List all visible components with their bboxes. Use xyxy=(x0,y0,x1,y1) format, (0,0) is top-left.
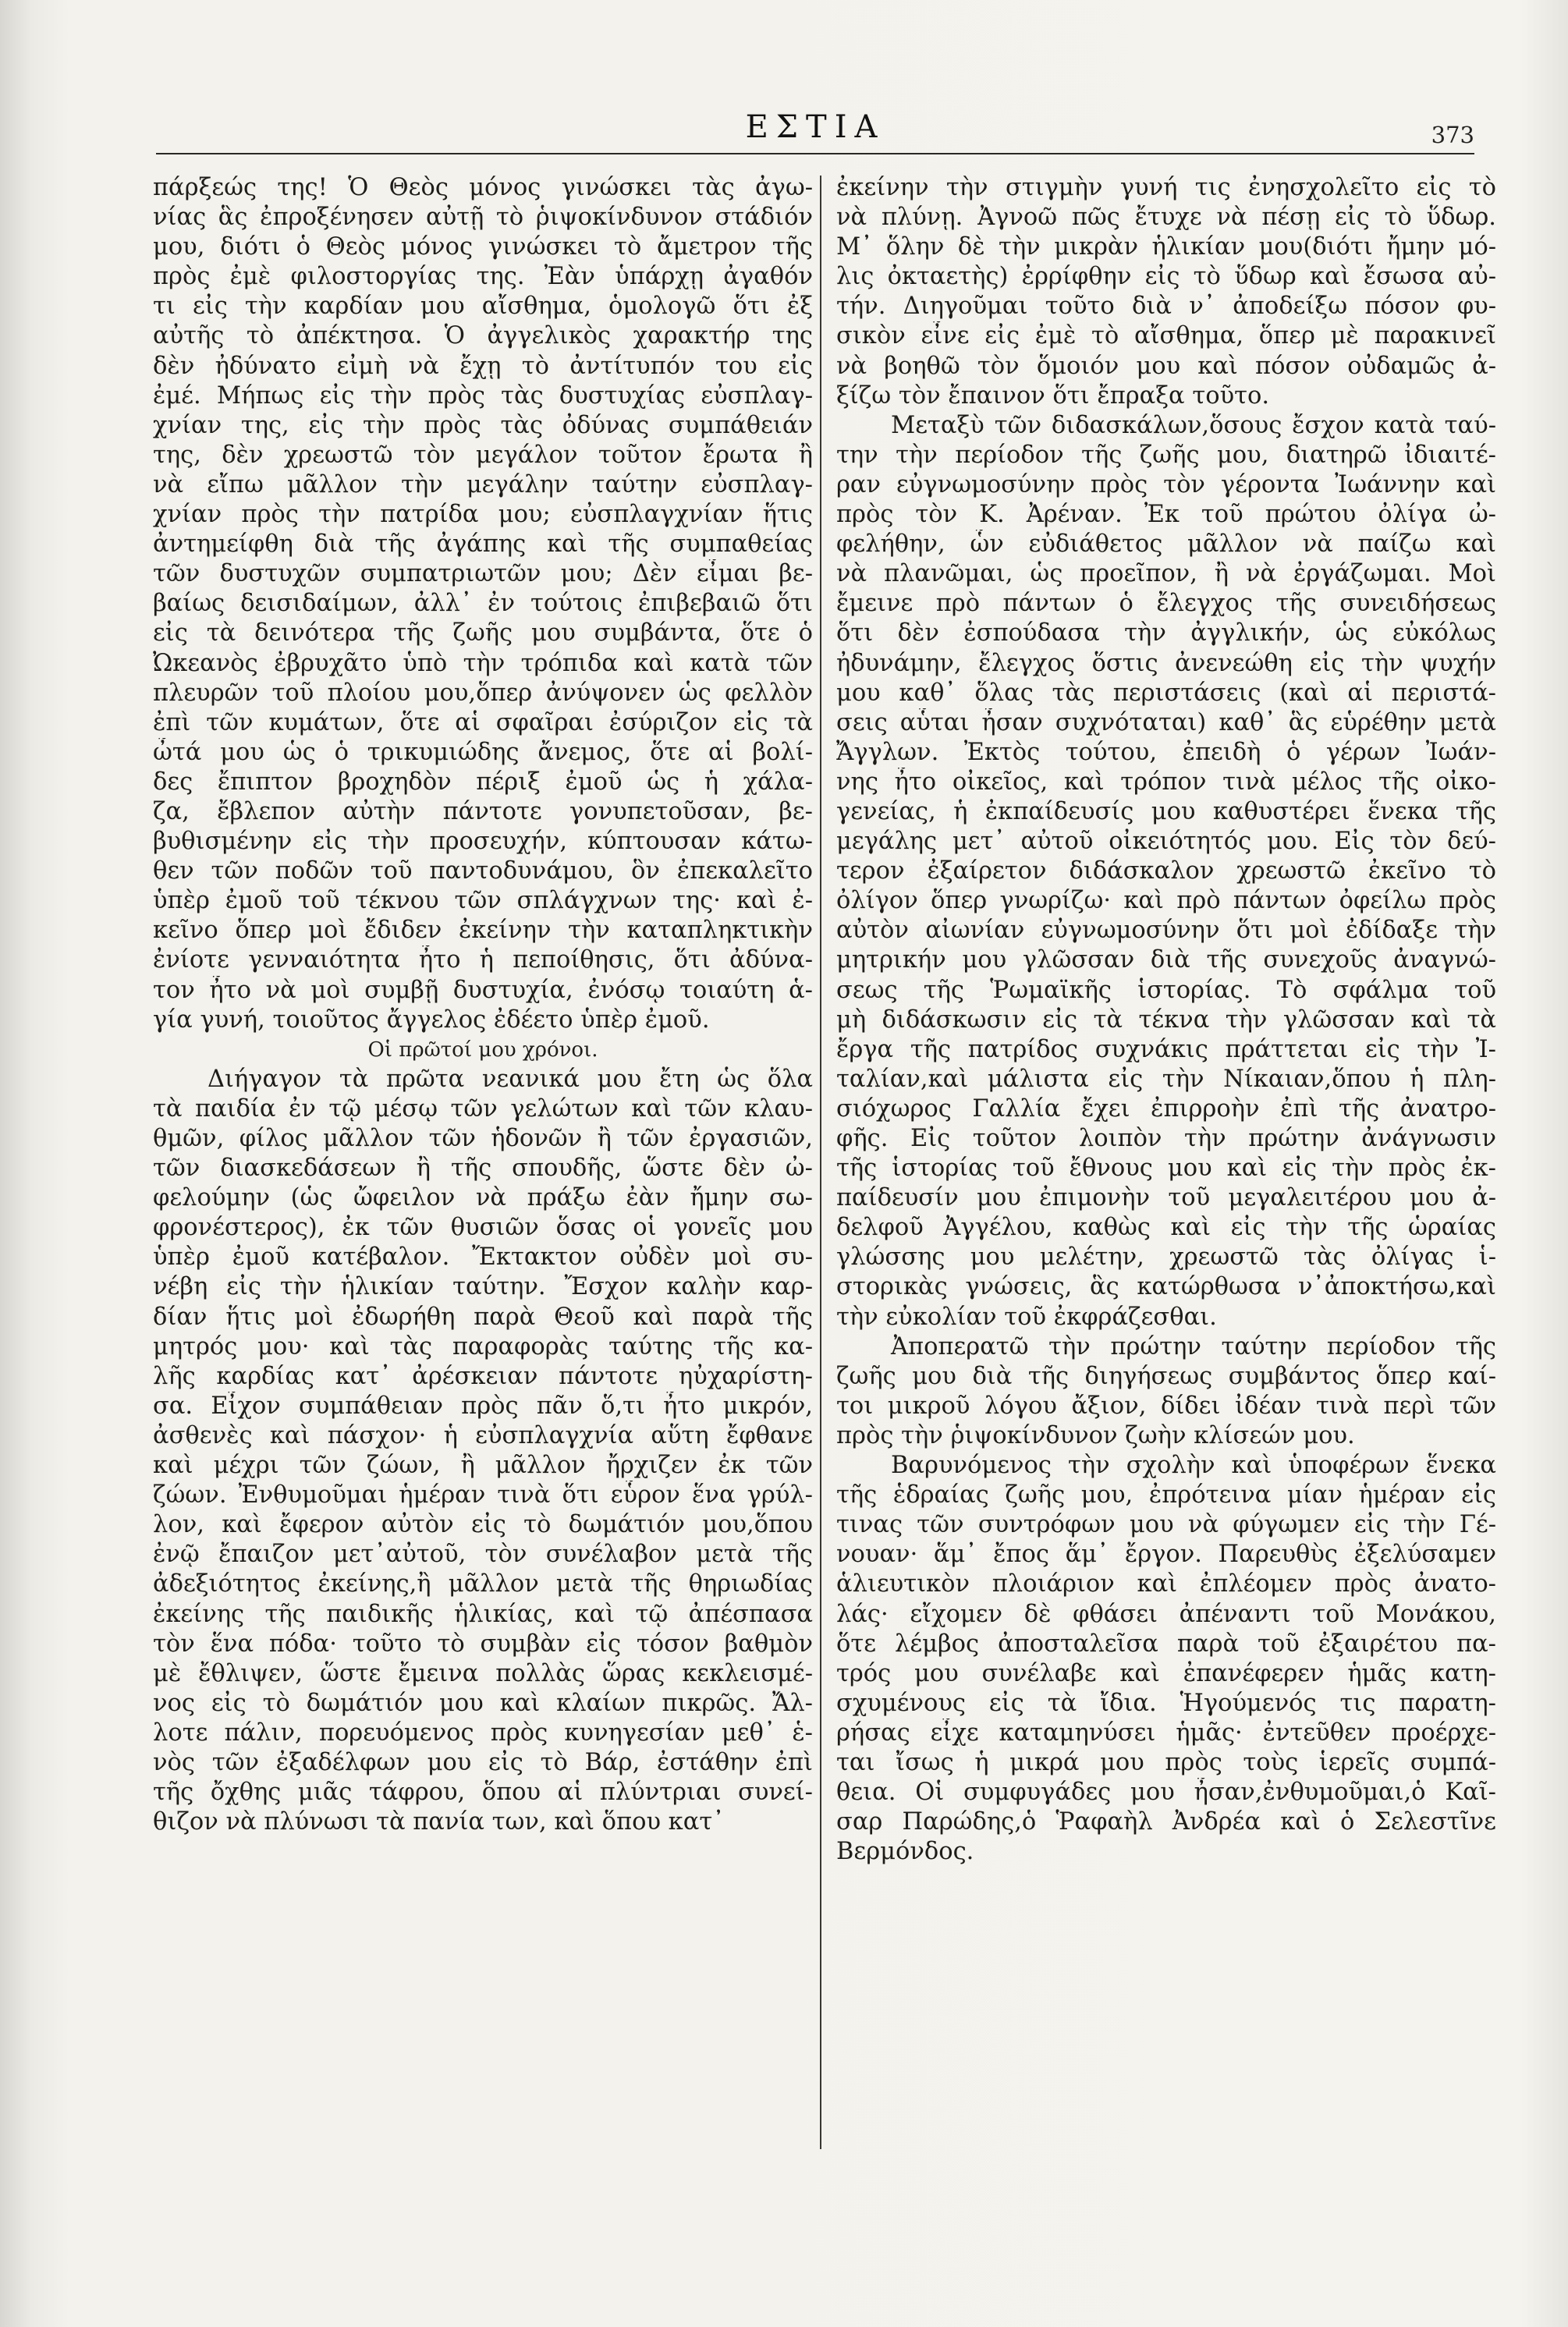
text-line: πάρξεώς της! Ὁ Θεὸς μόνος γινώσκει τὰς ἀγω- xyxy=(153,174,813,201)
text-line: Βερμόνδος. xyxy=(836,1838,974,1866)
text-line: σαρ Παρώδης,ὁ Ῥαφαὴλ Ἀνδρέα καὶ ὁ Σελεστῖνε xyxy=(836,1808,1496,1836)
left-column xyxy=(153,173,813,1837)
text-line: χνίαν της, εἰς τὴν πρὸς τὰς ὀδύνας συμπάθειάν xyxy=(153,411,813,439)
running-header xyxy=(156,101,1474,148)
text-line: τὰ παιδία ἐν τῷ μέσῳ τῶν γελώτων καὶ τῶν κλαυ- xyxy=(153,1094,813,1123)
text-line: ὦτά μου ὡς ὁ τρικυμιώδης ἄνεμος, ὅτε αἱ βολί- xyxy=(153,738,813,766)
journal-title: ΕΣΤΙΑ xyxy=(745,109,885,145)
text-line: τι εἰς τὴν καρδίαν μου αἴσθημα, ὁμολογῶ ὅτι ἐξ xyxy=(153,293,813,321)
text-line: ὅτε λέμβος ἀποσταλεῖσα παρὰ τοῦ ἐξαιρέτου πα- xyxy=(836,1630,1496,1658)
text-line: γλώσσης μου μελέτην, χρεωστῶ τὰς ὀλίγας ἱ- xyxy=(836,1243,1496,1272)
text-line: τῆς ἑδραίας ζωῆς μου, ἐπρότεινα μίαν ἡμέραν εἰς xyxy=(836,1481,1496,1509)
text-line: Μεταξὺ τῶν διδασκάλων,ὅσους ἔσχον κατὰ ταύ- xyxy=(891,411,1496,439)
text-line: παίδευσίν μου ἐπιμονὴν τοῦ μεγαλειτέρου μου ἀ- xyxy=(836,1184,1496,1212)
text-line: ζωῆς μου διὰ τῆς διηγήσεως συμβάντος ὅπερ καί- xyxy=(836,1362,1496,1390)
text-line: νουαν· ἅμ᾽ ἔπος ἅμ᾽ ἔργον. Παρευθὺς ἐξελύσαμεν xyxy=(836,1541,1496,1569)
text-line: κεῖνο ὅπερ μοὶ ἔδιδεν ἐκείνην τὴν καταπληκτικὴν xyxy=(153,917,813,945)
header-rule xyxy=(156,153,1474,154)
text-line: σεις αὗται ἦσαν συχνόταται) καθ᾽ ἃς εὑρέθην μετὰ xyxy=(836,708,1496,736)
text-line: τῆς ἱστορίας τοῦ ἔθνους μου καὶ εἰς τὴν πρὸς ἐκ- xyxy=(836,1155,1496,1183)
text-line: νέβη εἰς τὴν ἡλικίαν ταύτην. Ἔσχον καλὴν καρ- xyxy=(153,1273,813,1301)
text-line: δὲν ἠδύνατο εἰμὴ νὰ ἔχῃ τὸ ἀντίτυπόν του εἰς xyxy=(153,352,813,380)
text-line: σα. Εἶχον συμπάθειαν πρὸς πᾶν ὅ,τι ἦτο μικρόν, xyxy=(153,1392,813,1420)
text-line: σικὸν εἶνε εἰς ἐμὲ τὸ αἴσθημα, ὅπερ μὲ παρακινεῖ xyxy=(836,322,1496,350)
text-line: τῆς ὄχθης μιᾶς τάφρου, ὅπου αἱ πλύντριαι συνεί- xyxy=(153,1779,813,1807)
text-line: γενείας, ἡ ἐκπαίδευσίς μου καθυστέρει ἕνεκα τῆς xyxy=(836,797,1496,825)
text-line: πρὸς τὸν Κ. Ἀρέναν. Ἐκ τοῦ πρώτου ὀλίγα ὠ- xyxy=(836,501,1496,529)
text-line: εἰς τὰ δεινότερα τῆς ζωῆς μου συμβάντα, ὅτε ὁ xyxy=(153,619,813,647)
text-line: μεγάλης μετ᾽ αὐτοῦ οἰκειότητός μου. Εἰς τὸν δεύ- xyxy=(836,828,1496,856)
text-line: χνίαν πρὸς τὴν πατρίδα μου; εὐσπλαγχνίαν ἥτις xyxy=(153,501,813,529)
column-divider xyxy=(820,176,821,2149)
text-line: ἔργα τῆς πατρίδος συχνάκις πράττεται εἰς τὴν Ἰ- xyxy=(836,1035,1496,1063)
text-line: βαίως δεισιδαίμων, ἀλλ᾽ ἐν τούτοις ἐπιβεβαιῶ ὅτι xyxy=(153,590,813,618)
text-line: μου καθ᾽ ὅλας τὰς περιστάσεις (καὶ αἱ περιστά- xyxy=(836,679,1496,707)
text-line: ραν εὐγνωμοσύνην πρὸς τὸν γέροντα Ἰωάννην καὶ xyxy=(836,470,1496,498)
text-line: δελφοῦ Ἀγγέλου, καθὼς καὶ εἰς τὴν τῆς ὡραίας xyxy=(836,1214,1496,1242)
text-line: βυθισμένην εἰς τὴν προσευχήν, κύπτουσαν κάτω- xyxy=(153,828,813,856)
text-line: ζα, ἔβλεπον αὐτὴν πάντοτε γονυπετοῦσαν, βε- xyxy=(153,797,813,825)
text-line: ἐνῷ ἔπαιζον μετ᾽αὐτοῦ, τὸν συνέλαβον μετὰ τῆς xyxy=(153,1541,813,1569)
text-line: μητρικήν μου γλῶσσαν διὰ τῆς συνεχοῦς ἀναγνώ- xyxy=(836,946,1496,974)
text-line: ἀντημείφθη διὰ τῆς ἀγάπης καὶ τῆς συμπαθείας xyxy=(153,530,813,559)
text-line: Μ᾽ ὅλην δὲ τὴν μικρὰν ἡλικίαν μου(διότι ἤμην μό- xyxy=(836,233,1496,261)
text-line: ἐμέ. Μήπως εἰς τὴν πρὸς τὰς δυστυχίας εὐσπλαγ- xyxy=(153,381,813,410)
text-line: τινας τῶν συντρόφων μου νὰ φύγωμεν εἰς τὴν Γέ- xyxy=(836,1511,1496,1539)
text-line: λις ὀκταετὴς) ἐρρίφθην εἰς τὸ ὕδωρ καὶ ἔσωσα αὐ- xyxy=(836,263,1496,291)
text-line: της, δὲν χρεωστῶ τὸν μεγάλον τοῦτον ἔρωτα ἢ xyxy=(153,441,813,469)
text-line: ἐκείνην τὴν στιγμὴν γυνή τις ἐνησχολεῖτο εἰς τὸ xyxy=(836,174,1496,201)
text-line: δες ἔπιπτον βροχηδὸν πέριξ ἐμοῦ ὡς ἡ χάλα- xyxy=(153,768,813,796)
text-line: ται ἴσως ἡ μικρά μου πρὸς τοὺς ἱερεῖς συμπά- xyxy=(836,1748,1496,1776)
right-column xyxy=(836,173,1496,1867)
text-line: ἐνίοτε γενναιότητα ἦτο ἡ πεποίθησις, ὅτι ἀδύνα- xyxy=(153,946,813,974)
text-line: τερον ἐξαίρετον διδάσκαλον χρεωστῶ ἐκεῖνο τὸ xyxy=(836,857,1496,885)
text-line: νης ἦτο οἰκεῖος, καὶ τρόπον τινὰ μέλος τῆς οἰκο- xyxy=(836,768,1496,796)
text-line: Διήγαγον τὰ πρῶτα νεανικά μου ἔτη ὡς ὅλα xyxy=(208,1065,813,1093)
text-line: πλευρῶν τοῦ πλοίου μου,ὅπερ ἀνύψονεν ὡς φελλὸν xyxy=(153,679,813,707)
text-line: νὰ πλύνῃ. Ἀγνοῶ πῶς ἔτυχε νὰ πέσῃ εἰς τὸ ὕδωρ. xyxy=(836,204,1496,232)
text-line: φελούμην (ὡς ὤφειλον νὰ πράξω ἐὰν ἤμην σω- xyxy=(153,1184,813,1212)
text-line: λοτε πάλιν, πορευόμενος πρὸς κυνηγεσίαν μεθ᾽ ἑ- xyxy=(153,1719,813,1747)
text-line: νὸς τῶν ἐξαδέλφων μου εἰς τὸ Βάρ, ἐστάθην ἐπὶ xyxy=(153,1748,813,1776)
text-line: τήν. Διηγοῦμαι τοῦτο διὰ ν᾽ ἀποδείξω πόσον φυ- xyxy=(836,293,1496,321)
text-line: μητρός μου· καὶ τὰς παραφορὰς ταύτης τῆς κα- xyxy=(153,1332,813,1360)
text-line: τοι μικροῦ λόγου ἄξιον, δίδει ἰδέαν τινὰ περὶ τῶν xyxy=(836,1392,1496,1420)
text-line: φελήθην, ὧν εὐδιάθετος μᾶλλον νὰ παίζω καὶ xyxy=(836,530,1496,559)
text-line: ἀδεξιότητος ἐκείνης,ἢ μᾶλλον μετὰ τῆς θηριωδίας xyxy=(153,1570,813,1598)
text-line: πρὸς ἐμὲ φιλοστοργίας της. Ἐὰν ὑπάρχῃ ἀγαθόν xyxy=(153,263,813,291)
text-line: τῶν δυστυχῶν συμπατριωτῶν μου; Δὲν εἶμαι βε- xyxy=(153,560,813,588)
text-line: ἁλιευτικὸν πλοιάριον καὶ ἐπλέομεν πρὸς ἀνατο- xyxy=(836,1570,1496,1598)
page-number: 373 xyxy=(1431,122,1474,148)
text-line: σιόχωρος Γαλλία ἔχει ἐπιρροὴν ἐπὶ τῆς ἀνατρο- xyxy=(836,1094,1496,1123)
text-line: τὸν ἕνα πόδα· τοῦτο τὸ συμβὰν εἰς τόσον βαθμὸν xyxy=(153,1630,813,1658)
text-line: Ὠκεανὸς ἐβρυχᾶτο ὑπὸ τὴν τρόπιδα καὶ κατὰ τῶν xyxy=(153,649,813,677)
text-line: νὰ εἴπω μᾶλλον τὴν μεγάλην ταύτην εὐσπλαγ- xyxy=(153,470,813,498)
text-line: ὑπὲρ ἐμοῦ τοῦ τέκνου τῶν σπλάγχνων της· καὶ ἐ- xyxy=(153,887,813,915)
text-line: νίας ἃς ἐπροξένησεν αὐτῇ τὸ ῥιψοκίνδυνον στάδιόν xyxy=(153,204,813,232)
text-line: ξίζω τὸν ἔπαινον ὅτι ἔπραξα τοῦτο. xyxy=(836,381,1270,410)
text-line: θμῶν, φίλος μᾶλλον τῶν ἡδονῶν ἢ τῶν ἐργασιῶν, xyxy=(153,1125,813,1152)
text-line: Βαρυνόμενος τὴν σχολὴν καὶ ὑποφέρων ἕνεκα xyxy=(891,1452,1496,1480)
text-line: νὰ βοηθῶ τὸν ὅμοιόν μου καὶ πόσον οὐδαμῶς ἀ- xyxy=(836,352,1496,380)
text-line: λῆς καρδίας κατ᾽ ἀρέσκειαν πάντοτε ηὐχαρίστη- xyxy=(153,1362,813,1390)
text-line: λον, καὶ ἔφερον αὐτὸν εἰς τὸ δωμάτιόν μου,ὅπου xyxy=(153,1511,813,1539)
text-line: νὰ πλανῶμαι, ὡς προεῖπον, ἢ νὰ ἐργάζωμαι. Μοὶ xyxy=(836,560,1496,588)
text-line: θιζον νὰ πλύνωσι τὰ πανία των, καὶ ὅπου κατ᾽ xyxy=(153,1808,725,1836)
text-line: ἐπὶ τῶν κυμάτων, ὅτε αἱ σφαῖραι ἐσύριζον εἰς τὰ xyxy=(153,708,813,736)
text-line: θεια. Οἱ συμφυγάδες μου ἦσαν,ἐνθυμοῦμαι,ὁ Καῖ- xyxy=(836,1779,1496,1807)
text-line: γία γυνή, τοιοῦτος ἄγγελος ἐδέετο ὑπὲρ ἐμοῦ. xyxy=(153,1006,710,1034)
text-line: αὐτὸν αἰωνίαν εὐγνωμοσύνην ὅτι μοὶ ἐδίδαξε τὴν xyxy=(836,917,1496,945)
text-line: ζώων. Ἐνθυμοῦμαι ἡμέραν τινὰ ὅτι εὗρον ἕνα γρύλ- xyxy=(153,1481,813,1509)
text-line: Ἀποπερατῶ τὴν πρώτην ταύτην περίοδον τῆς xyxy=(891,1332,1496,1360)
text-line: ἔμεινε πρὸ πάντων ὁ ἔλεγχος τῆς συνειδήσεως xyxy=(836,590,1496,618)
text-line: ταλίαν,καὶ μάλιστα εἰς τὴν Νίκαιαν,ὅπου ἡ πλη- xyxy=(836,1065,1496,1093)
text-line: σχυμένους εἰς τὰ ἴδια. Ἡγούμενός τις παρατη- xyxy=(836,1689,1496,1717)
text-line: μὴ διδάσκωσιν εἰς τὰ τέκνα τὴν γλῶσσαν καὶ τὰ xyxy=(836,1006,1496,1034)
text-line: πρὸς τὴν ῥιψοκίνδυνον ζωὴν κλίσεών μου. xyxy=(836,1421,1355,1449)
text-line: καὶ μέχρι τῶν ζώων, ἢ μᾶλλον ἤρχιζεν ἐκ τῶν xyxy=(153,1452,813,1480)
text-line: σεως τῆς Ῥωμαϊκῆς ἱστορίας. Τὸ σφάλμα τοῦ xyxy=(836,976,1496,1004)
text-line: τρός μου συνέλαβε καὶ ἐπανέφερεν ἡμᾶς κατη- xyxy=(836,1659,1496,1687)
text-line: ἐκείνης τῆς παιδικῆς ἡλικίας, καὶ τῷ ἀπέσπασα xyxy=(153,1600,813,1628)
text-line: ἠδυνάμην, ἔλεγχος ὅστις ἀνενεώθη εἰς τὴν ψυχήν xyxy=(836,649,1496,677)
text-line: θεν τῶν ποδῶν τοῦ παντοδυνάμου, ὃν ἐπεκαλεῖτο xyxy=(153,857,813,885)
text-line: αὐτῆς τὸ ἀπέκτησα. Ὁ ἀγγελικὸς χαρακτήρ της xyxy=(153,322,813,350)
text-line: ὑπὲρ ἐμοῦ κατέβαλον. Ἔκτακτον οὐδὲν μοὶ συ- xyxy=(153,1243,813,1272)
text-line: μὲ ἔθλιψεν, ὥστε ἔμεινα πολλὰς ὥρας κεκλεισμέ- xyxy=(153,1659,813,1687)
text-line: μου, διότι ὁ Θεὸς μόνος γινώσκει τὸ ἄμετρον τῆς xyxy=(153,233,813,261)
text-line: την τὴν περίοδον τῆς ζωῆς μου, διατηρῶ ἰδιαιτέ- xyxy=(836,441,1496,469)
text-line: ὀλίγον ὅπερ γνωρίζω· καὶ πρὸ πάντων ὀφείλω πρὸς xyxy=(836,887,1496,915)
text-line: φρονέστερος), ἐκ τῶν θυσιῶν ὅσας οἱ γονεῖς μου xyxy=(153,1214,813,1242)
text-line: νος εἰς τὸ δωμάτιόν μου καὶ κλαίων πικρῶς. Ἄλ- xyxy=(153,1689,813,1717)
text-line: τον ἦτο νὰ μοὶ συμβῇ δυστυχία, ἐνόσῳ τοιαύτη ἁ- xyxy=(153,976,813,1004)
text-line: δίαν ἥτις μοὶ ἐδωρήθη παρὰ Θεοῦ καὶ παρὰ τῆς xyxy=(153,1303,813,1331)
text-line: ὅτι δὲν ἐσπούδασα τὴν ἀγγλικήν, ὡς εὐκόλως xyxy=(836,619,1496,647)
section-heading: Οἱ πρῶτοί μου χρόνοι. xyxy=(367,1038,598,1062)
text-line: λάς· εἴχομεν δὲ φθάσει ἀπέναντι τοῦ Μονάκου, xyxy=(836,1600,1496,1628)
text-line: ἀσθενὲς καὶ πάσχον· ἡ εὐσπλαγχνία αὕτη ἔφθανε xyxy=(153,1421,813,1449)
text-line: τῶν διασκεδάσεων ἢ τῆς σπουδῆς, ὥστε δὲν ὠ- xyxy=(153,1155,813,1183)
text-line: ρήσας εἶχε καταμηνύσει ἡμᾶς· ἐντεῦθεν προέρχε- xyxy=(836,1719,1496,1747)
text-line: τὴν εὐκολίαν τοῦ ἐκφράζεσθαι. xyxy=(836,1303,1217,1331)
text-line: στορικὰς γνώσεις, ἃς κατώρθωσα ν᾽ἀποκτήσω,καὶ xyxy=(836,1273,1496,1301)
text-line: φῆς. Εἰς τοῦτον λοιπὸν τὴν πρώτην ἀνάγνωσιν xyxy=(836,1125,1496,1152)
text-line: Ἄγγλων. Ἐκτὸς τούτου, ἐπειδὴ ὁ γέρων Ἰωάν- xyxy=(836,738,1496,766)
